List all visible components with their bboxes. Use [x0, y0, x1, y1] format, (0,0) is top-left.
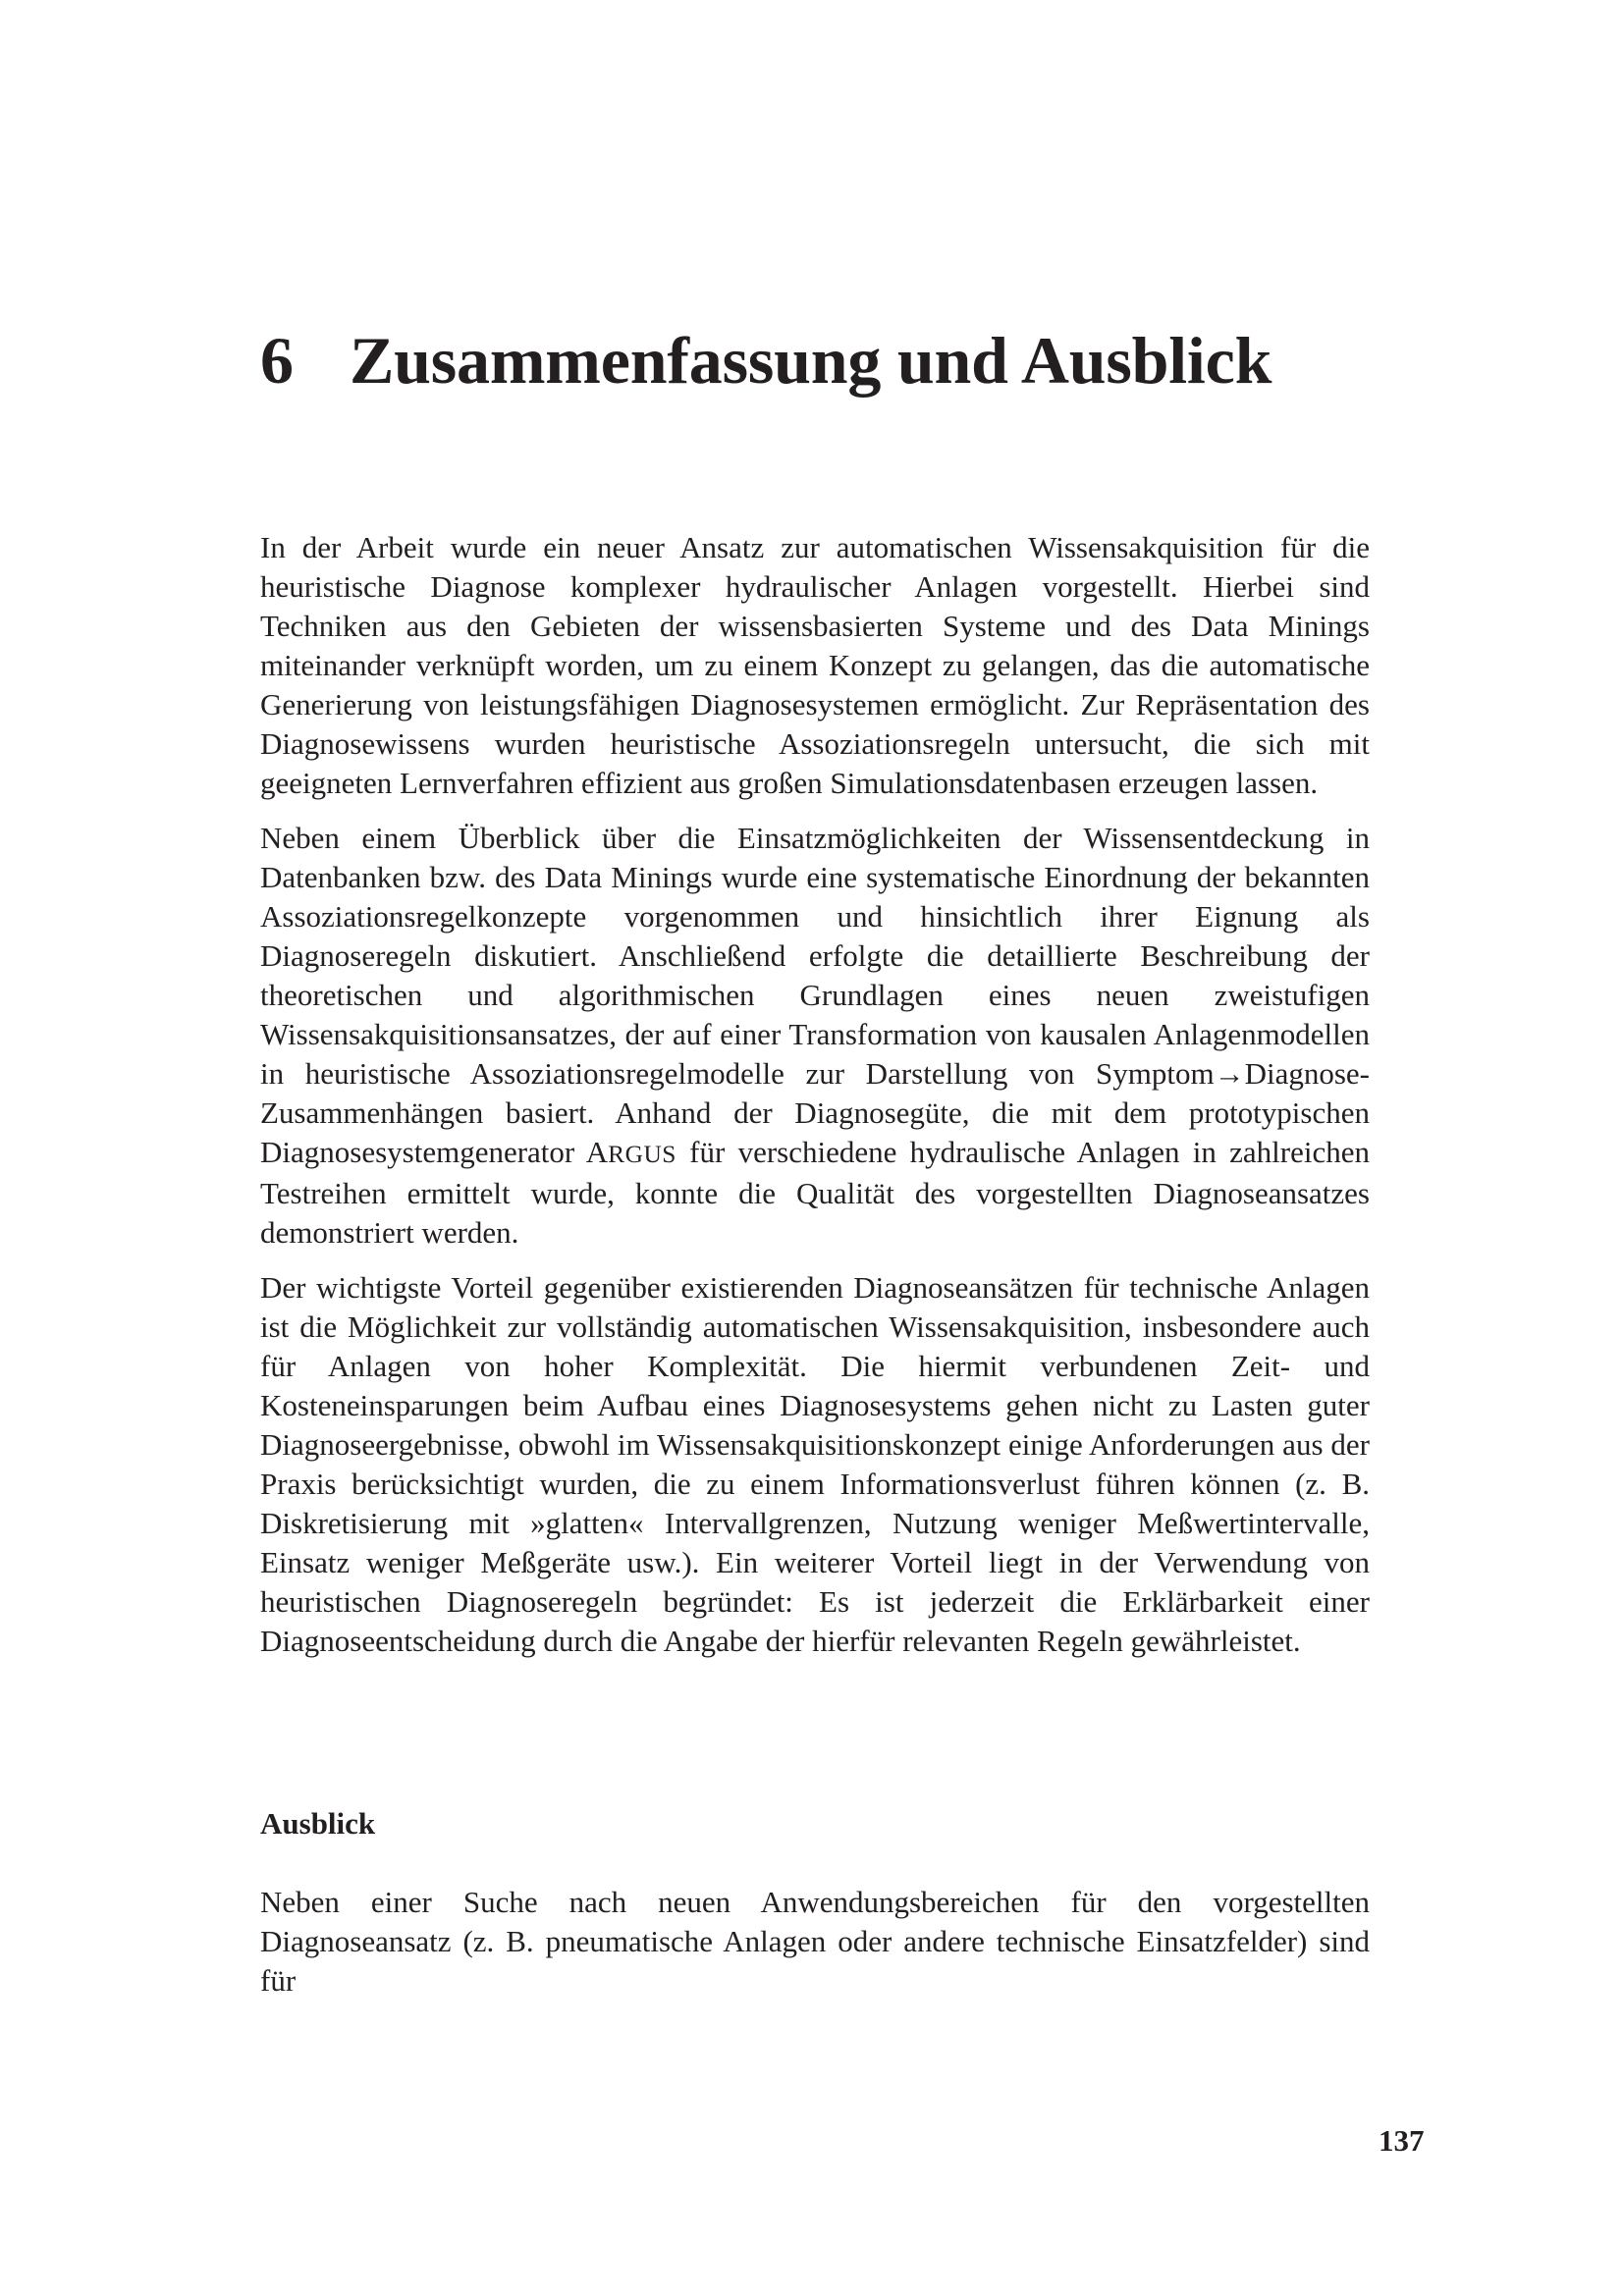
system-name-initial: A — [585, 1135, 609, 1169]
page-number: 137 — [1379, 2123, 1425, 2158]
chapter-heading — [260, 323, 1272, 398]
paragraph-3: Der wichtigste Vorteil gegenüber existierenden Diagnoseansätzen für technische Anlagen ist die Möglichkeit zur vollständig automatischen Wissensakquisition, insbesondere auch für Anlagen von hoher Komplexität. Die hiermit verbundenen Zeit- und Kosteneinsparungen beim Aufbau eines Diagnosesystems gehen nicht zu Lasten guter Diagnoseergebnisse, obwohl im Wissensakquisitionskonzept einige Anforderungen aus der Praxis berücksichtigt wurden, die zu einem Informationsverlust führen können (z. B. Diskretisierung mit »glatten« Intervallgrenzen, Nutzung weniger Meßwertintervalle, Einsatz weniger Meßgeräte usw.). Ein weiterer Vorteil liegt in der Verwendung von heuristischen Diagnoseregeln begründet: Es ist jederzeit die Erklärbarkeit einer Diagnoseentscheidung durch die Angabe der hierfür relevanten Regeln gewährleistet. — [260, 1270, 1370, 1658]
paragraph-2-text-after: für verschiedene hydraulische Anlagen in zahlreichen Testreihen ermittelt wurde, konnte die Qualität des vorgestellten Diagnoseansatzes demonstriert werden. — [260, 1135, 1370, 1250]
ausblick-body-text — [260, 1883, 1370, 2016]
system-name-argus — [586, 1135, 676, 1169]
chapter-number: 6 — [260, 323, 294, 398]
body-text — [260, 528, 1370, 1677]
paragraph-1: In der Arbeit wurde ein neuer Ansatz zur automatischen Wissensakquisition für die heuristische Diagnose komplexer hydraulischer Anlagen vorgestellt. Hierbei sind Techniken aus den Gebieten der wissensbasierten Systeme und des Data Minings miteinander verknüpft worden, um zu einem Konzept zu gelangen, das die automatische Generierung von leistungsfähigen Diagnosesystemen ermöglicht. Zur Repräsentation des Diagnosewissens wurden heuristische Assoziationsregeln untersucht, die sich mit geeigneten Lernverfahren effizient aus großen Simulationsdatenbasen erzeugen lassen. — [260, 530, 1370, 800]
section-heading-ausblick: Ausblick — [260, 1806, 376, 1841]
paragraph-2 — [260, 819, 1370, 1253]
ausblick-paragraph: Neben einer Suche nach neuen Anwendungsbereichen für den vorgestellten Diagnoseansatz (z. B. pneumatische Anlagen oder andere technische Einsatzfelder) sind für — [260, 1885, 1370, 1998]
chapter-title: Zusammenfassung und Ausblick — [350, 323, 1272, 398]
paragraph-2-text-before: Neben einem Überblick über die Einsatzmöglichkeiten der Wissensentdeckung in Datenbanken bzw. des Data Minings wurde eine systematische Einordnung der bekannten Assoziationsregelkonzepte vorgenommen und hinsichtlich ihrer Eignung als Diagnoseregeln diskutiert. Anschließend erfolgte die detaillierte Beschreibung der theoretischen und algorithmischen Grundlagen eines neuen zweistufigen Wissensakquisitionsansatzes, der auf einer Transformation von kausalen Anlagenmodellen in heuristische Assoziationsregelmodelle zur Darstellung von Symptom→Diagnose-Zusammenhängen basiert. Anhand der Diagnosegüte, die mit dem prototypischen Diagnosesystemgenerator — [260, 821, 1370, 1169]
system-name-rest: RGUS — [608, 1141, 676, 1168]
